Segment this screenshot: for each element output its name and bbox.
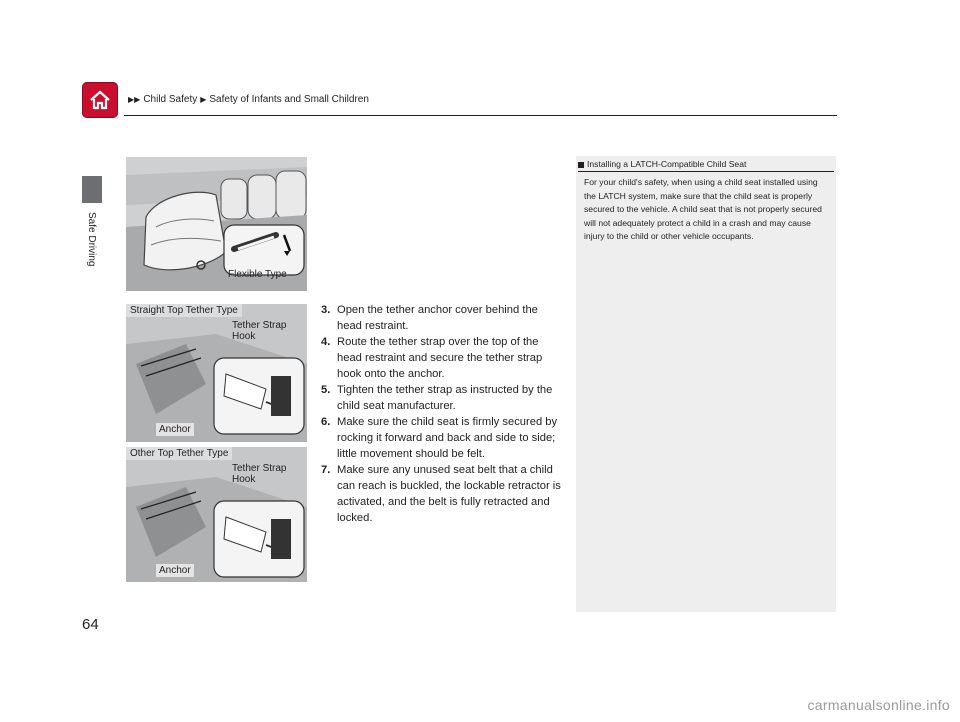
anchor-label: Anchor: [156, 564, 194, 577]
straight-tether-title: Straight Top Tether Type: [126, 304, 242, 317]
anchor-label: Anchor: [156, 423, 194, 436]
step-text: Route the tether strap over the top of the head restraint and secure the tether strap hook onto the anchor.: [337, 336, 543, 380]
breadcrumb-arrow-icon: ▶: [200, 95, 207, 104]
home-icon: [88, 88, 112, 112]
note-panel: [576, 156, 836, 612]
page-number: 64: [82, 616, 99, 633]
tether-strap-hook-label: Tether Strap Hook: [232, 463, 287, 485]
section-tab[interactable]: [82, 176, 102, 203]
step-number: 7.: [321, 464, 331, 476]
home-button[interactable]: [82, 82, 118, 118]
step-text: Tighten the tether strap as instructed by the child seat manufacturer.: [337, 384, 553, 412]
breadcrumb-arrow-icon: ▶▶: [128, 95, 141, 104]
header-rule: [124, 115, 837, 116]
step-item: [321, 334, 561, 382]
watermark: carmanualsonline.info: [807, 697, 950, 713]
other-tether-title: Other Top Tether Type: [126, 447, 232, 460]
step-item: [321, 414, 561, 462]
step-number: 6.: [321, 416, 331, 428]
step-number: 5.: [321, 384, 331, 396]
step-item: [321, 382, 561, 414]
step-item: [321, 302, 561, 334]
note-marker-icon: [578, 162, 584, 168]
step-item: [321, 462, 561, 526]
breadcrumb-item-safety-infants[interactable]: Safety of Infants and Small Children: [209, 94, 369, 105]
section-label: Safe Driving: [86, 212, 97, 267]
breadcrumb-item-child-safety[interactable]: Child Safety: [143, 94, 198, 105]
straight-tether-illustration: [126, 304, 307, 442]
breadcrumb: [128, 94, 369, 105]
step-number: 4.: [321, 336, 331, 348]
note-body: For your child's safety, when using a child seat installed using the LATCH system, make sure that the child seat is properly secured to the vehicle. A child seat that is not properly secured will not adequately protect a child in a crash and may cause injury to the child or other vehicle occupants.: [584, 177, 822, 241]
step-number: 3.: [321, 304, 331, 316]
note-header: [578, 159, 834, 172]
other-tether-illustration: [126, 447, 307, 582]
flexible-type-label: Flexible Type: [228, 269, 287, 280]
tether-strap-hook-label: Tether Strap Hook: [232, 320, 287, 342]
step-text: Make sure the child seat is firmly secured by rocking it forward and back and side to side; little movement should be felt.: [337, 416, 558, 460]
step-text: Open the tether anchor cover behind the head restraint.: [337, 304, 538, 332]
step-text: Make sure any unused seat belt that a child can reach is buckled, the lockable retractor is activated, and the belt is fully retracted and locked.: [337, 464, 561, 524]
installation-steps: [321, 302, 561, 526]
note-title: Installing a LATCH-Compatible Child Seat: [587, 159, 747, 169]
flexible-type-illustration: [126, 157, 307, 291]
